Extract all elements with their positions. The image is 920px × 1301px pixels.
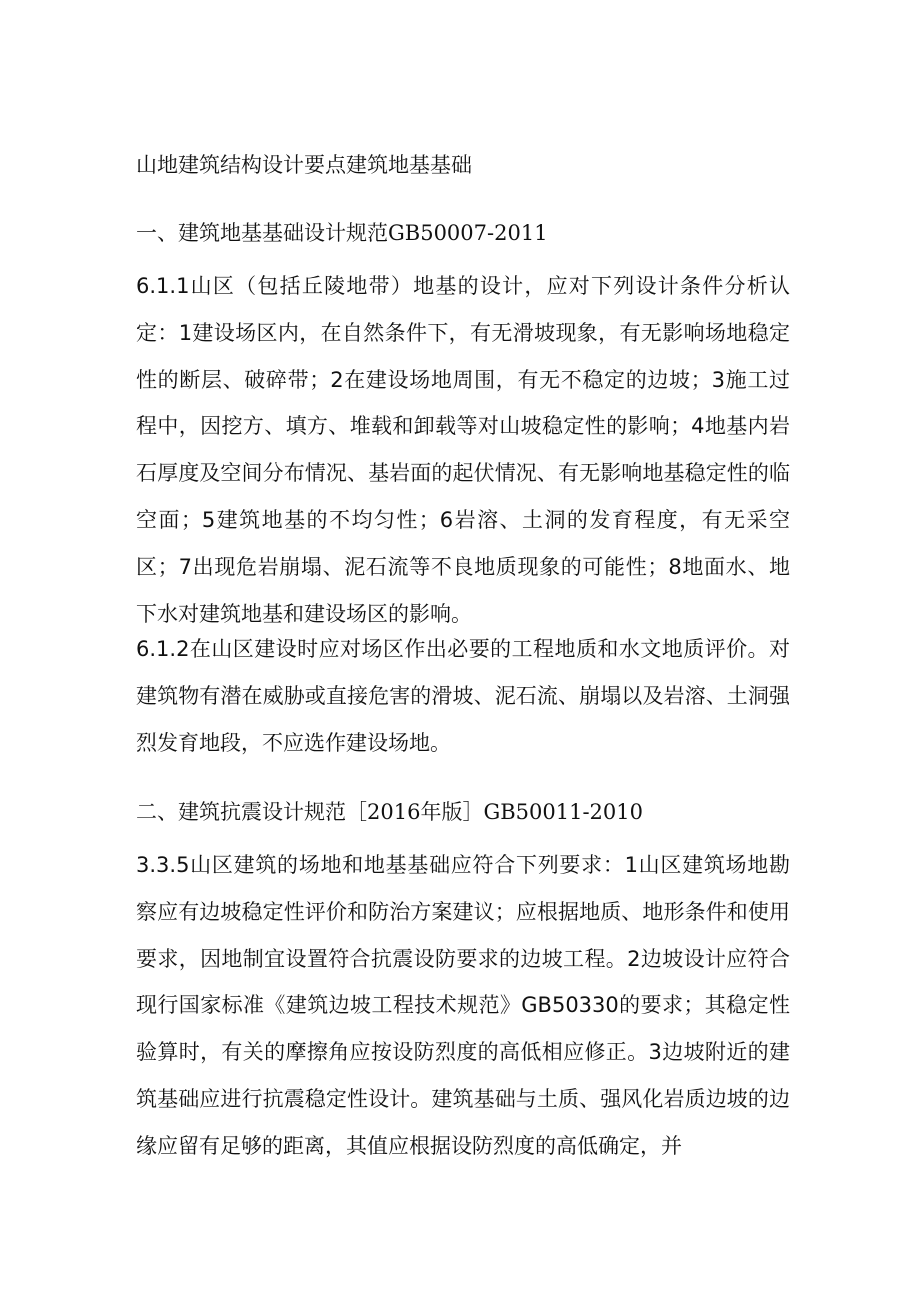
clause-6-1-1: 6.1.1山区（包括丘陵地带）地基的设计，应对下列设计条件分析认定：1建设场区内，在自然条件下，有无滑坡现象，有无影响场地稳定性的断层、破碎带；2在建设场地周围，有无不稳定的边坡；3施工过程中，因挖方、填方、堆载和卸载等对山坡稳定性的影响；4地基内岩石厚度及空间分布情况、基岩面的起伏情况、有无影响地基稳定性的临空面；5建筑地基的不均匀性；6岩溶、土洞的发育程度，有无采空区；7出现危岩崩塌、泥石流等不良地质现象的可能性；8地面水、地下水对建筑地基和建设场区的影响。 xyxy=(136,274,790,626)
document-title: 山地建筑结构设计要点建筑地基基础 xyxy=(136,153,472,177)
section-heading-seismic-code: 二、建筑抗震设计规范［2016年版］GB50011-2010 xyxy=(136,800,643,824)
section-heading-foundation-code: 一、建筑地基基础设计规范GB50007-2011 xyxy=(136,221,548,245)
clause-3-3-5: 3.3.5山区建筑的场地和地基基础应符合下列要求：1山区建筑场地勘察应有边坡稳定性评价和防治方案建议；应根据地质、地形条件和使用要求，因地制宜设置符合抗震设防要求的边坡工程。2边坡设计应符合现行国家标准《建筑边坡工程技术规范》GB50330的要求；其稳定性验算时，有关的摩擦角应按设防烈度的高低相应修正。3边坡附近的建筑基础应进行抗震稳定性设计。建筑基础与土质、强风化岩质边坡的边缘应留有足够的距离，其值应根据设防烈度的高低确定，并 xyxy=(136,853,790,1158)
clause-6-1-2: 6.1.2在山区建设时应对场区作出必要的工程地质和水文地质评价。对建筑物有潜在威胁或直接危害的滑坡、泥石流、崩塌以及岩溶、土洞强烈发育地段，不应选作建设场地。 xyxy=(136,637,790,755)
